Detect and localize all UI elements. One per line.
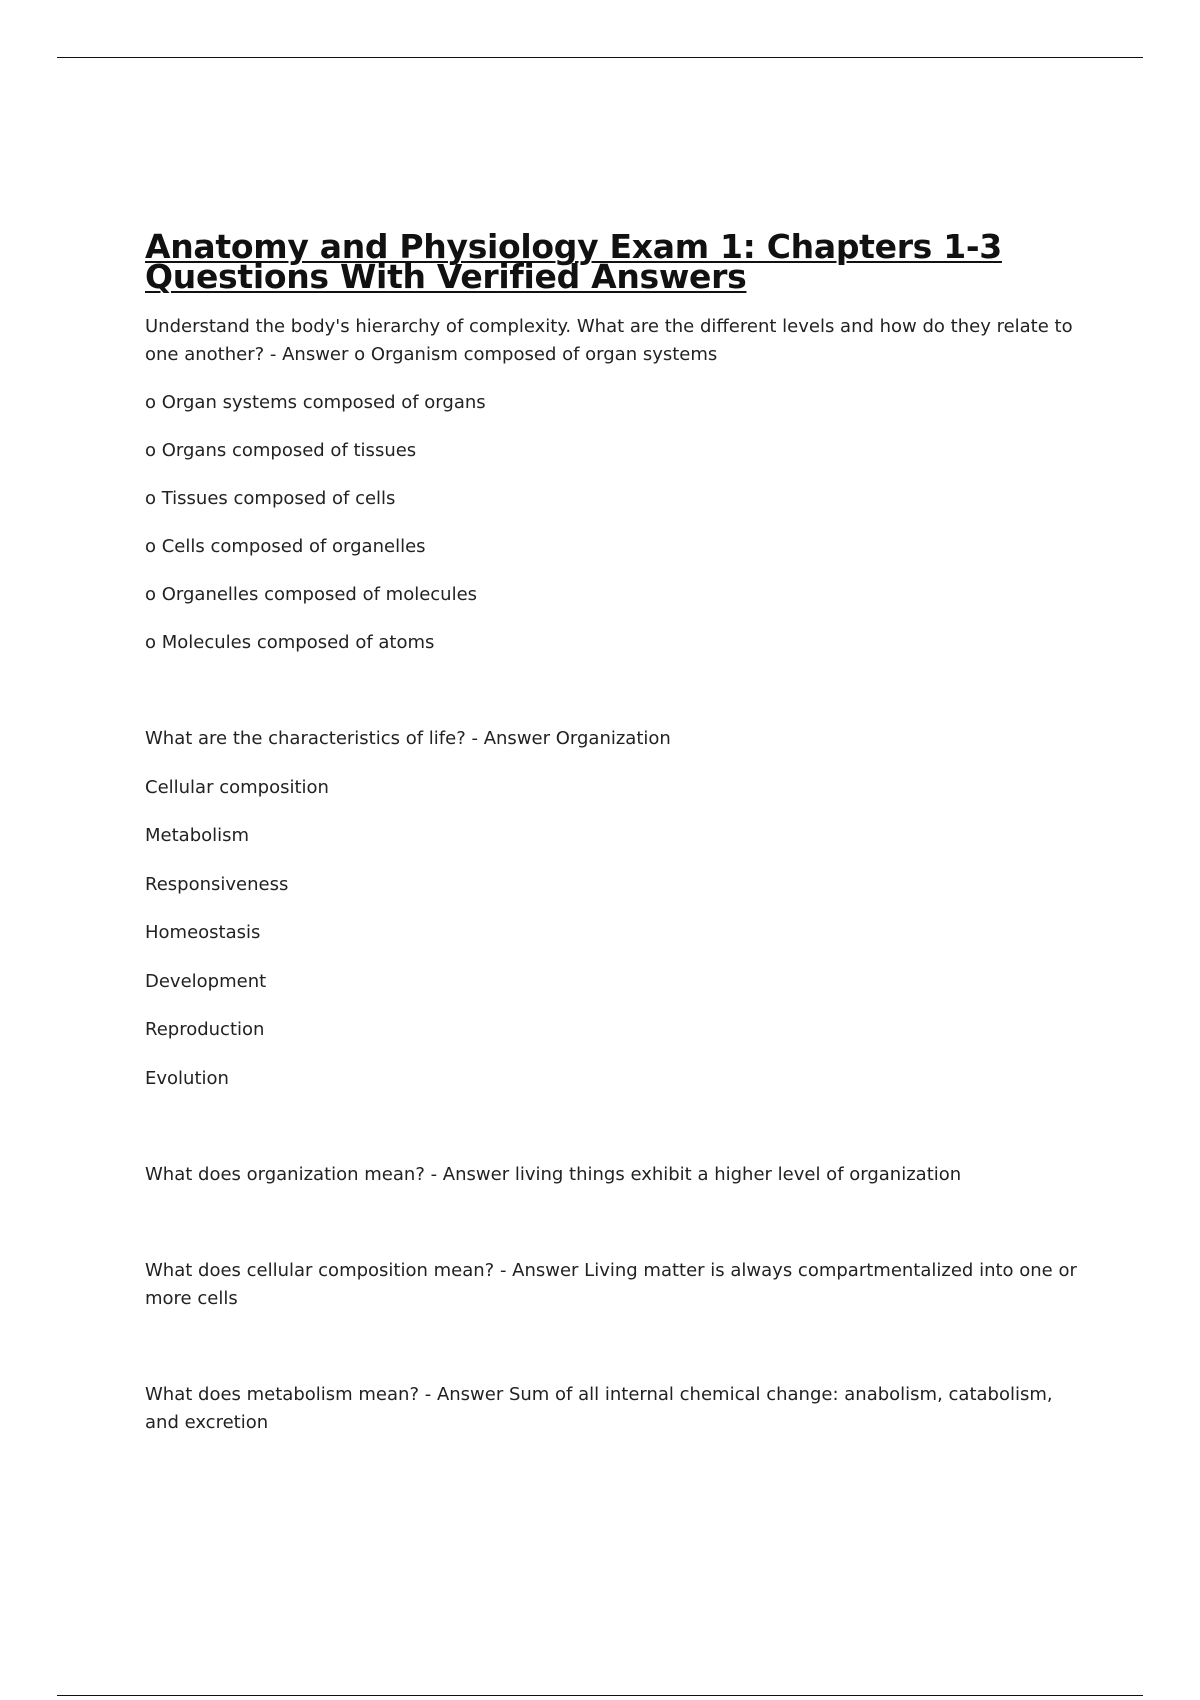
question-text: Understand the body's hierarchy of complexity. What are the different levels and how do they relate to one another? - Answer o Organism composed of organ systems bbox=[145, 316, 1073, 365]
qa-metabolism bbox=[145, 1381, 1085, 1437]
question-text: What does metabolism mean? - Answer Sum of all internal chemical change: anabolism, catabolism, and excretion bbox=[145, 1383, 1053, 1433]
qa-characteristics bbox=[145, 725, 1085, 1093]
answer-item: Responsiveness bbox=[145, 873, 289, 895]
document-title bbox=[145, 227, 1085, 296]
bottom-rule bbox=[57, 1695, 1143, 1696]
top-rule bbox=[57, 57, 1143, 58]
answer-item: Cellular composition bbox=[145, 776, 329, 798]
answer-item: o Organs composed of tissues bbox=[145, 440, 417, 461]
question-text: What are the characteristics of life? - Answer Organization bbox=[145, 728, 671, 749]
qa-organization bbox=[145, 1161, 1085, 1189]
title-line-2: Questions With Verified Answers bbox=[145, 257, 747, 296]
qa-cellular-composition bbox=[145, 1257, 1085, 1313]
answer-item: Reproduction bbox=[145, 1019, 265, 1040]
answer-item: Development bbox=[145, 970, 267, 992]
answer-item: Homeostasis bbox=[145, 922, 261, 943]
answer-item: o Cells composed of organelles bbox=[145, 536, 426, 557]
qa-hierarchy bbox=[145, 313, 1085, 657]
answer-item: Metabolism bbox=[145, 825, 250, 846]
answer-item: o Tissues composed of cells bbox=[145, 488, 396, 509]
document-body bbox=[145, 227, 1085, 1437]
answer-item: o Organelles composed of molecules bbox=[145, 584, 478, 605]
answer-item: o Molecules composed of atoms bbox=[145, 632, 435, 653]
answer-item: o Organ systems composed of organs bbox=[145, 392, 486, 413]
title-line-1: Anatomy and Physiology Exam 1: Chapters 1-3 bbox=[145, 227, 1002, 266]
question-text: What does organization mean? - Answer living things exhibit a higher level of organization bbox=[145, 1163, 962, 1185]
answer-item: Evolution bbox=[145, 1067, 229, 1089]
question-text: What does cellular composition mean? - Answer Living matter is always compartmentalized into one or more cells bbox=[145, 1259, 1077, 1309]
